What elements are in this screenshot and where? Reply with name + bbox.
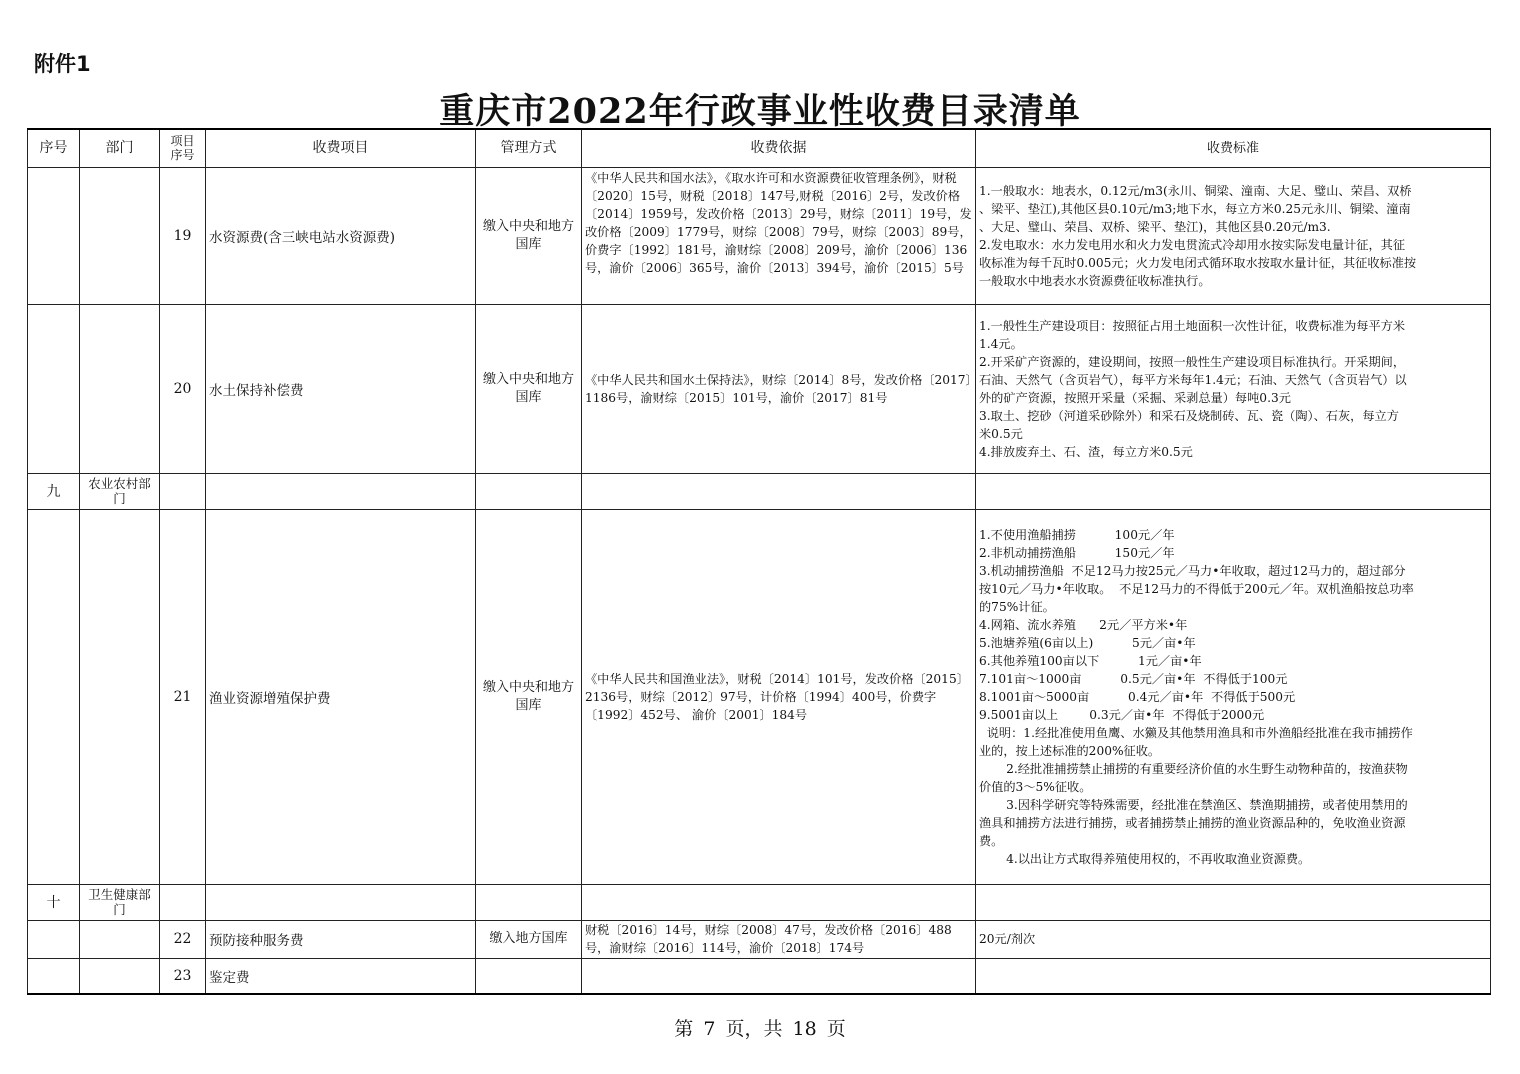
dept-cell	[80, 920, 160, 958]
standard-line: 2.非机动捕捞渔船 150元／年	[979, 545, 1175, 560]
dept-cell	[80, 304, 160, 473]
item-no-cell: 21	[160, 509, 206, 884]
section-seq-cell: 十	[28, 884, 80, 920]
item-no-cell: 22	[160, 920, 206, 958]
table-row	[28, 958, 1491, 994]
standard-line: 米0.5元	[979, 426, 1023, 441]
standard-line: 费。	[979, 833, 1004, 848]
standard-line: 价值的3～5%征收。	[979, 779, 1092, 794]
section-seq-cell: 九	[28, 473, 80, 509]
mode-cell: 缴入中央和地方国库	[476, 509, 582, 884]
standard-line: 8.1001亩～5000亩 0.4元／亩•年 不得低于500元	[979, 689, 1296, 704]
basis-cell: 财税〔2016〕14号，财综〔2008〕47号，发改价格〔2016〕488号，渝财综〔2016〕114号，渝价〔2018〕174号	[582, 920, 976, 958]
standard-line: 一般取水中地表水水资源费征收标准执行。	[979, 273, 1211, 288]
header-mode: 管理方式	[476, 129, 582, 167]
empty-cell	[160, 884, 206, 920]
section-row	[28, 884, 1491, 920]
standard-line: 业的，按上述标准的200%征收。	[979, 743, 1161, 758]
item-no-cell: 19	[160, 167, 206, 304]
standard-line: 外的矿产资源，按照开采量（采掘、采剥总量）每吨0.3元	[979, 390, 1291, 405]
item-no-cell: 20	[160, 304, 206, 473]
standard-line: 4.网箱、流水养殖 2元／平方米•年	[979, 617, 1188, 632]
empty-cell	[976, 473, 1491, 509]
standard-line: 的75%计征。	[979, 599, 1055, 614]
empty-cell	[582, 884, 976, 920]
seq-cell	[28, 509, 80, 884]
empty-cell	[582, 473, 976, 509]
item-name-cell: 鉴定费	[206, 958, 476, 994]
empty-cell	[476, 473, 582, 509]
empty-cell	[476, 884, 582, 920]
table-row	[28, 304, 1491, 473]
section-row	[28, 473, 1491, 509]
empty-cell	[206, 884, 476, 920]
item-name-cell: 水资源费(含三峡电站水资源费)	[206, 167, 476, 304]
header-standard: 收费标准	[976, 129, 1491, 167]
standard-line: 收标准为每千瓦时0.005元；火力发电闭式循环取水按取水量计征，其征收标准按	[979, 255, 1417, 270]
page-title: 重庆市2022年行政事业性收费目录清单	[439, 91, 1081, 132]
table-header-row	[28, 129, 1491, 167]
standard-line: 5.池塘养殖(6亩以上) 5元／亩•年	[979, 635, 1196, 650]
table-row	[28, 920, 1491, 958]
standard-line: 3.因科学研究等特殊需要，经批准在禁渔区、禁渔期捕捞，或者使用禁用的	[979, 797, 1408, 812]
empty-cell	[160, 473, 206, 509]
seq-cell	[28, 304, 80, 473]
item-name-cell: 预防接种服务费	[206, 920, 476, 958]
basis-cell	[582, 958, 976, 994]
seq-cell	[28, 920, 80, 958]
standard-line: 1.一般性生产建设项目：按照征占用土地面积一次性计征，收费标准为每平方米	[979, 318, 1406, 333]
basis-cell: 《中华人民共和国水土保持法》，财综〔2014〕8号，发改价格〔2017〕1186号，渝财综〔2015〕101号，渝价〔2017〕81号	[582, 304, 976, 473]
table-row	[28, 509, 1491, 884]
standard-line: 7.101亩～1000亩 0.5元／亩•年 不得低于100元	[979, 671, 1288, 686]
mode-cell: 缴入中央和地方国库	[476, 304, 582, 473]
standard-cell: 20元/剂次	[976, 920, 1491, 958]
standard-line: 4.以出让方式取得养殖使用权的，不再收取渔业资源费。	[979, 851, 1311, 866]
standard-cell	[976, 304, 1491, 473]
mode-cell: 缴入地方国库	[476, 920, 582, 958]
basis-cell: 《中华人民共和国渔业法》，财税〔2014〕101号，发改价格〔2015〕2136号，财综〔2012〕97号，计价格〔1994〕400号，价费字〔1992〕452号、 渝价〔2001〕184号	[582, 509, 976, 884]
seq-cell	[28, 958, 80, 994]
header-basis: 收费依据	[582, 129, 976, 167]
standard-line: 3.机动捕捞渔船 不足12马力按25元／马力•年收取，超过12马力的，超过部分	[979, 563, 1406, 578]
standard-line: 、大足、璧山、荣昌、双桥、梁平、垫江)，其他区县0.20元/m3.	[979, 219, 1331, 234]
header-item-seq: 项目 序号	[160, 129, 206, 167]
standard-line: 4.排放废弃土、石、渣，每立方米0.5元	[979, 444, 1193, 459]
header-seq: 序号	[28, 129, 80, 167]
standard-line: 3.取土、挖砂（河道采砂除外）和采石及烧制砖、瓦、瓷（陶）、石灰，每立方	[979, 408, 1399, 423]
header-item: 收费项目	[206, 129, 476, 167]
standard-cell	[976, 958, 1491, 994]
mode-cell: 缴入中央和地方国库	[476, 167, 582, 304]
section-dept-cell: 卫生健康部门	[80, 884, 160, 920]
basis-cell: 《中华人民共和国水法》，《取水许可和水资源费征收管理条例》，财税〔2020〕15号，财税〔2018〕147号,财税〔2016〕2号，发改价格〔2014〕1959号，发改价格〔2013〕29号，财综〔2011〕19号，发改价格〔2009〕1779号，财综〔2008〕79号，财综〔2003〕89号，价费字〔1992〕181号，渝财综〔2008〕209号，渝价〔2006〕136号，渝价〔2006〕365号，渝价〔2013〕394号，渝价〔2015〕5号	[582, 167, 976, 304]
empty-cell	[206, 473, 476, 509]
standard-line: 6.其他养殖100亩以下 1元／亩•年	[979, 653, 1202, 668]
standard-line: 石油、天然气（含页岩气），每平方米每年1.4元；石油、天然气（含页岩气）以	[979, 372, 1407, 387]
dept-cell	[80, 167, 160, 304]
standard-cell	[976, 509, 1491, 884]
standard-line: 1.4元。	[979, 336, 1023, 351]
attachment-label: 附件1	[34, 52, 91, 76]
page-footer: 第 7 页，共 18 页	[674, 1018, 846, 1040]
mode-cell	[476, 958, 582, 994]
standard-line: 2.发电取水：水力发电用水和火力发电贯流式冷却用水按实际发电量计征，其征	[979, 237, 1406, 252]
standard-cell	[976, 167, 1491, 304]
standard-line: 1.一般取水：地表水，0.12元/m3(永川、铜梁、潼南、大足、璧山、荣昌、双桥	[979, 183, 1412, 198]
standard-line: 渔具和捕捞方法进行捕捞，或者捕捞禁止捕捞的渔业资源品种的，免收渔业资源	[979, 815, 1406, 830]
standard-line: 1.不使用渔船捕捞 100元／年	[979, 527, 1175, 542]
standard-line: 2.经批准捕捞禁止捕捞的有重要经济价值的水生野生动物种苗的，按渔获物	[979, 761, 1408, 776]
standard-line: 按10元／马力•年收取。 不足12马力的不得低于200元／年。双机渔船按总功率	[979, 581, 1414, 596]
standard-line: 说明：1.经批准使用鱼鹰、水獭及其他禁用渔具和市外渔船经批准在我市捕捞作	[979, 725, 1413, 740]
item-no-cell: 23	[160, 958, 206, 994]
section-dept-cell: 农业农村部门	[80, 473, 160, 509]
fee-table	[27, 128, 1491, 995]
empty-cell	[976, 884, 1491, 920]
header-dept: 部门	[80, 129, 160, 167]
standard-line: 、梁平、垫江),其他区县0.10元/m3;地下水，每立方米0.25元永川、铜梁、潼南	[979, 201, 1411, 216]
dept-cell	[80, 509, 160, 884]
standard-line: 9.5001亩以上 0.3元／亩•年 不得低于2000元	[979, 707, 1265, 722]
item-name-cell: 渔业资源增殖保护费	[206, 509, 476, 884]
standard-line: 2.开采矿产资源的，建设期间，按照一般性生产建设项目标准执行。开采期间，	[979, 354, 1406, 369]
seq-cell	[28, 167, 80, 304]
item-name-cell: 水土保持补偿费	[206, 304, 476, 473]
table-row	[28, 167, 1491, 304]
dept-cell	[80, 958, 160, 994]
